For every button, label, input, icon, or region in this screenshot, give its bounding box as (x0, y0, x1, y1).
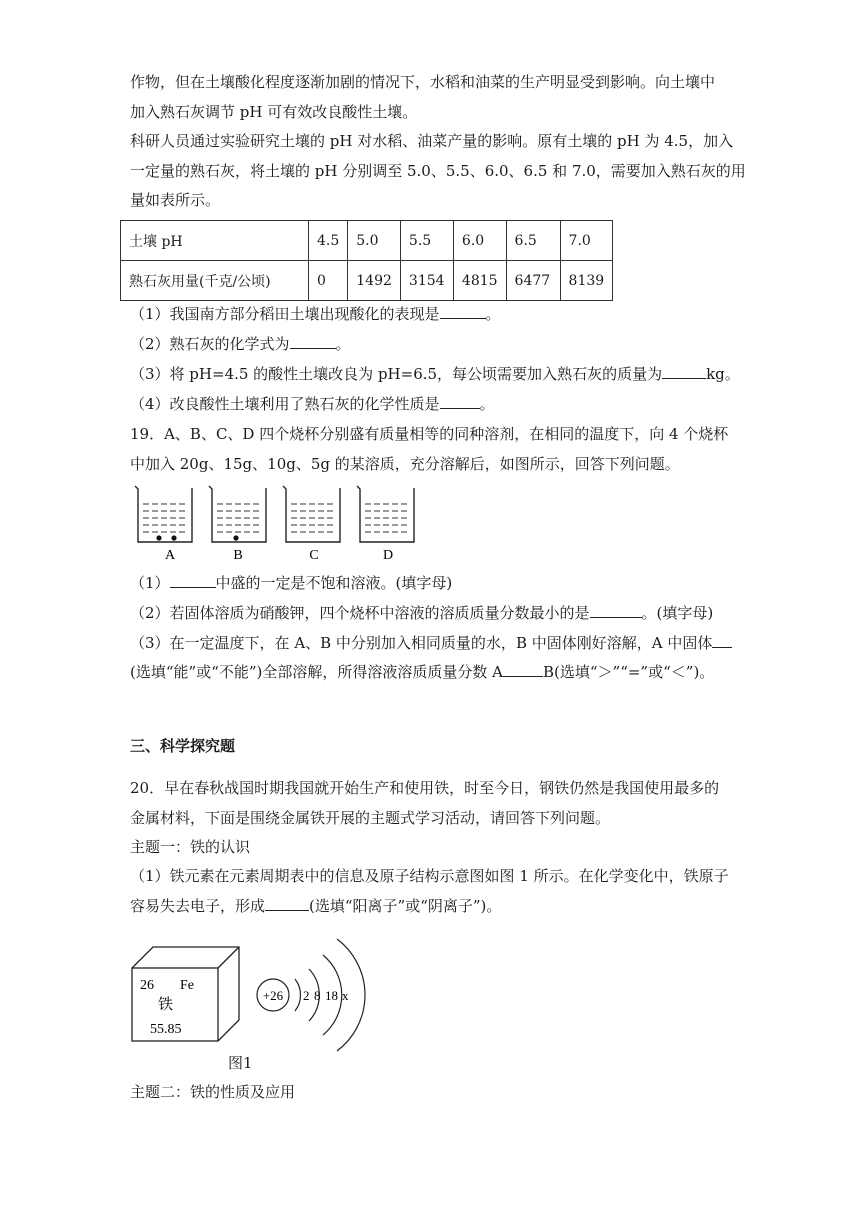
answer-blank[interactable] (290, 334, 336, 349)
paragraph-line: 加入熟石灰调节 pH 可有效改良酸性土壤。 (130, 103, 418, 121)
q19-sub1: （1） 中盛的一定是不饱和溶液。(填字母) (130, 574, 453, 592)
q20-intro: 金属材料，下面是围绕金属铁开展的主题式学习活动，请回答下列问题。 (130, 809, 611, 827)
undissolved-solid (233, 535, 238, 540)
paragraph-line: 量如表所示。 (130, 191, 221, 209)
q18-sub4: （4）改良酸性土壤利用了熟石灰的化学性质是 。 (130, 395, 495, 413)
undissolved-solid (171, 535, 176, 540)
q19-intro: 中加入 20g、15g、10g、5g 的某溶质，充分溶解后，如图所示，回答下列问题。 (130, 455, 680, 473)
table-cell: 8139 (560, 261, 613, 301)
q20-sub1-cont: 容易失去电子，形成 (选填“阳离子”或“阴离子”)。 (130, 897, 502, 915)
table-cell: 5.0 (348, 221, 401, 261)
table-cell: 0 (309, 261, 348, 301)
section-heading: 三、科学探究题 (130, 737, 236, 755)
table-cell: 5.5 (400, 221, 453, 261)
q18-sub2: （2）熟石灰的化学式为 。 (130, 335, 351, 353)
table-row (121, 261, 613, 301)
answer-blank[interactable] (440, 304, 486, 319)
table-header-cell: 熟石灰用量(千克/公顷) (121, 261, 309, 301)
paragraph-line: 作物，但在土壤酸化程度逐渐加剧的情况下，水稻和油菜的生产明显受到影响。向土壤中 (130, 73, 716, 91)
element-cube (132, 947, 239, 1041)
figure-caption: 图1 (228, 1054, 253, 1072)
table-row (121, 221, 613, 261)
table-cell: 3154 (400, 261, 453, 301)
element-symbol: Fe (180, 978, 194, 993)
answer-blank[interactable] (712, 633, 732, 648)
beaker (357, 486, 414, 542)
beaker (135, 486, 192, 542)
answer-blank[interactable] (170, 573, 216, 588)
q19-sub3-cont: (选填“能”或“不能”)全部溶解，所得溶液溶质质量分数 A B(选填“＞”“=”或“＜”)。 (130, 663, 715, 681)
answer-blank[interactable] (590, 603, 642, 618)
q18-sub1: （1）我国南方部分稻田土壤出现酸化的表现是 。 (130, 305, 501, 323)
q19-sub2: （2）若固体溶质为硝酸钾，四个烧杯中溶液的溶质质量分数最小的是 。(填字母) (130, 604, 714, 622)
q20-topic2: 主题二：铁的性质及应用 (130, 1083, 296, 1101)
q18-sub3: （3）将 pH=4.5 的酸性土壤改良为 pH=6.5，每公顷需要加入熟石灰的质量为 kg。 (130, 365, 740, 383)
beaker-label-a: A (164, 548, 176, 563)
table-cell: 7.0 (560, 221, 613, 261)
element-name: 铁 (158, 995, 174, 1013)
answer-blank[interactable] (265, 896, 309, 911)
table-cell: 4815 (453, 261, 506, 301)
paragraph-line: 一定量的熟石灰，将土壤的 pH 分别调至 5.0、5.5、6.0、6.5 和 7.0，需要加入熟石灰的用 (130, 162, 746, 180)
q20-sub1: （1）铁元素在元素周期表中的信息及原子结构示意图如图 1 所示。在化学变化中，铁原子 (130, 867, 729, 885)
paragraph-line: 科研人员通过实验研究土壤的 pH 对水稻、油菜产量的影响。原有土壤的 pH 为 4.5，加入 (130, 132, 734, 150)
beaker-label-b: B (233, 548, 243, 563)
atomic-mass: 55.85 (150, 1022, 182, 1037)
beaker-label-d: D (382, 548, 394, 563)
shell-electrons-1: 2 (303, 988, 310, 1003)
shell-electrons-3: 18 (325, 988, 338, 1003)
answer-blank[interactable] (503, 662, 543, 677)
beaker (209, 486, 266, 542)
answer-blank[interactable] (662, 364, 706, 379)
iron-figure (128, 925, 378, 1075)
shell-electrons-4: x (342, 988, 349, 1003)
table-cell: 6.0 (453, 221, 506, 261)
answer-blank[interactable] (440, 394, 480, 409)
shell-electrons-2: 8 (314, 988, 321, 1003)
atomic-number: 26 (140, 978, 154, 993)
table-cell: 4.5 (309, 221, 348, 261)
beakers-figure (128, 482, 428, 564)
table-cell: 6.5 (506, 221, 560, 261)
beaker-label-c: C (309, 548, 319, 563)
q19-intro: 19．A、B、C、D 四个烧杯分别盛有质量相等的同种溶剂，在相同的温度下，向 4 个烧杯 (130, 425, 729, 443)
nucleus-charge: +26 (262, 988, 284, 1003)
beaker (283, 486, 340, 542)
q19-sub3: （3）在一定温度下，在 A、B 中分别加入相同质量的水，B 中固体刚好溶解，A 中固体 (130, 633, 732, 653)
table-cell: 6477 (506, 261, 560, 301)
table-header-cell: 土壤 pH (121, 221, 309, 261)
undissolved-solid (156, 535, 161, 540)
q20-topic1: 主题一：铁的认识 (130, 838, 251, 856)
table-cell: 1492 (348, 261, 401, 301)
ph-lime-table (120, 220, 613, 301)
q20-intro: 20．早在春秋战国时期我国就开始生产和使用铁，时至今日，钢铁仍然是我国使用最多的 (130, 779, 720, 797)
